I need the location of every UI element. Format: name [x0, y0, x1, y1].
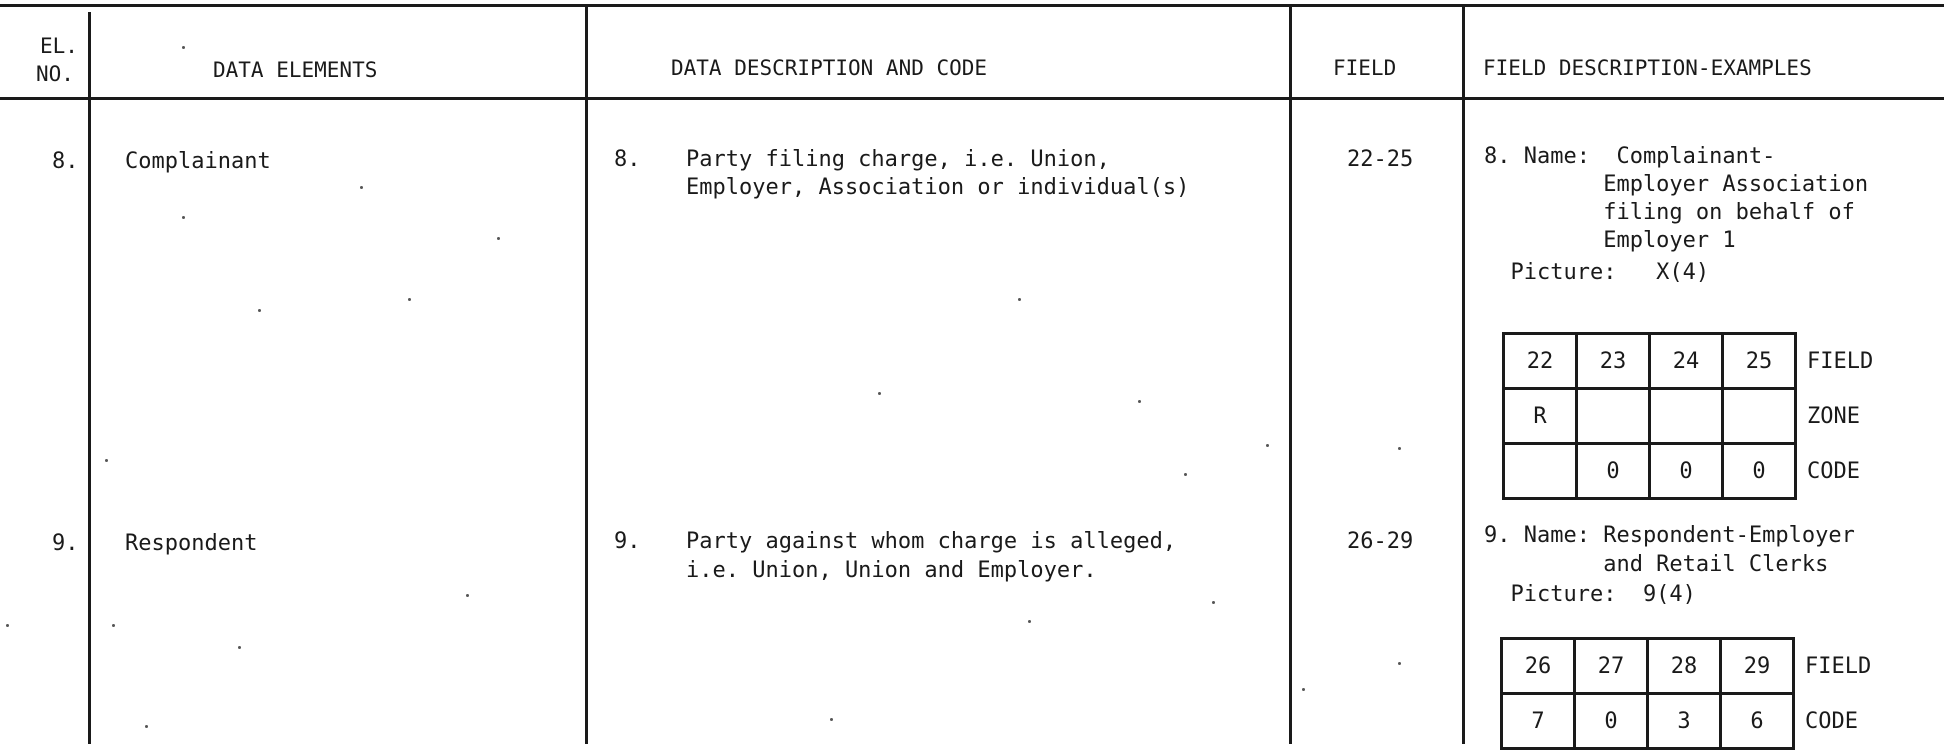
grid-cell: 0	[1575, 694, 1648, 749]
column-divider-4	[1462, 4, 1465, 744]
row-8-example-line-3: filing on behalf of	[1484, 200, 1855, 225]
row-9-example-line-1: 9. Name: Respondent-Employer	[1484, 523, 1855, 548]
row-8-field-grid	[1502, 332, 1920, 500]
scan-speck	[145, 725, 148, 728]
grid-cell: 25	[1723, 334, 1796, 389]
scan-speck	[258, 309, 261, 312]
grid-label-code: CODE	[1807, 458, 1860, 484]
grid-cell	[1504, 444, 1577, 499]
row-8-example-line-5: Picture: X(4)	[1484, 260, 1710, 285]
row-9-element: Respondent	[125, 531, 258, 556]
scan-speck	[408, 298, 411, 301]
scan-speck	[105, 459, 108, 462]
row-9-desc-number: 9.	[614, 529, 641, 554]
grid-cell: 29	[1721, 639, 1794, 694]
scan-speck	[6, 624, 9, 627]
column-divider-1	[88, 12, 91, 744]
column-divider-3	[1289, 4, 1292, 744]
grid-cell: 24	[1650, 334, 1723, 389]
row-9-number: 9.	[52, 531, 79, 556]
scan-speck	[466, 594, 469, 597]
header-field-description: FIELD DESCRIPTION-EXAMPLES	[1483, 56, 1812, 80]
column-divider-2	[585, 4, 588, 744]
scan-speck	[1212, 601, 1215, 604]
grid-label-zone: ZONE	[1807, 403, 1860, 429]
row-9-field-grid	[1500, 637, 1918, 750]
header-el-no-line2: NO.	[36, 62, 74, 86]
grid-cell: 23	[1577, 334, 1650, 389]
grid-cell	[1723, 389, 1796, 444]
grid-cell: 27	[1575, 639, 1648, 694]
scan-speck	[1138, 400, 1141, 403]
row-8-number: 8.	[52, 149, 79, 174]
row-8-desc-line-1: Party filing charge, i.e. Union,	[686, 147, 1110, 172]
scan-speck	[1028, 620, 1031, 623]
scan-speck	[830, 718, 833, 721]
row-9-desc-line-2: i.e. Union, Union and Employer.	[686, 558, 1097, 583]
scan-speck	[238, 646, 241, 649]
scan-speck	[497, 237, 500, 240]
row-8-example-line-1: 8. Name: Complainant-	[1484, 144, 1776, 169]
scan-speck	[182, 216, 185, 219]
scan-speck	[360, 186, 363, 189]
header-field: FIELD	[1333, 56, 1397, 80]
row-9-field-range: 26-29	[1347, 529, 1414, 554]
grid-code-row	[1504, 444, 1919, 499]
grid-label-code: CODE	[1805, 708, 1858, 734]
grid-cell	[1650, 389, 1723, 444]
grid-cell: R	[1504, 389, 1577, 444]
row-9-desc-line-1: Party against whom charge is alleged,	[686, 529, 1177, 554]
header-data-description: DATA DESCRIPTION AND CODE	[671, 56, 988, 80]
scan-speck	[1266, 444, 1269, 447]
row-8-desc-number: 8.	[614, 147, 641, 172]
grid-cell: 26	[1502, 639, 1575, 694]
row-8-example-line-4: Employer 1	[1484, 228, 1736, 253]
scan-speck	[1398, 447, 1401, 450]
row-8-field-range: 22-25	[1347, 147, 1414, 172]
row-8-example-line-2: Employer Association	[1484, 172, 1869, 197]
grid-cell: 0	[1577, 444, 1650, 499]
grid-zone-row	[1504, 389, 1919, 444]
grid-cell: 3	[1648, 694, 1721, 749]
row-9-example-line-2: and Retail Clerks	[1484, 552, 1829, 577]
scan-speck	[1302, 688, 1305, 691]
row-9-example-line-3: Picture: 9(4)	[1484, 582, 1696, 607]
scan-speck	[1018, 298, 1021, 301]
grid-label-field: FIELD	[1807, 348, 1874, 374]
grid-cell: 28	[1648, 639, 1721, 694]
row-8-element: Complainant	[125, 149, 271, 174]
grid-cell: 0	[1723, 444, 1796, 499]
scan-speck	[1398, 662, 1401, 665]
grid-field-row	[1502, 639, 1917, 694]
grid-cell: 6	[1721, 694, 1794, 749]
scan-speck	[112, 624, 115, 627]
header-data-elements: DATA ELEMENTS	[213, 58, 378, 82]
grid-code-row	[1502, 694, 1917, 749]
row-8-desc-line-2: Employer, Association or individual(s)	[686, 175, 1190, 200]
grid-cell: 0	[1650, 444, 1723, 499]
grid-cell	[1577, 389, 1650, 444]
scan-speck	[182, 46, 185, 49]
top-rule	[0, 4, 1944, 7]
grid-cell: 7	[1502, 694, 1575, 749]
scan-speck	[1184, 473, 1187, 476]
scan-speck	[878, 392, 881, 395]
grid-label-field: FIELD	[1805, 653, 1872, 679]
grid-field-row	[1504, 334, 1919, 389]
header-bottom-rule	[0, 97, 1944, 100]
header-el-no-line1: EL.	[40, 34, 78, 58]
grid-cell: 22	[1504, 334, 1577, 389]
